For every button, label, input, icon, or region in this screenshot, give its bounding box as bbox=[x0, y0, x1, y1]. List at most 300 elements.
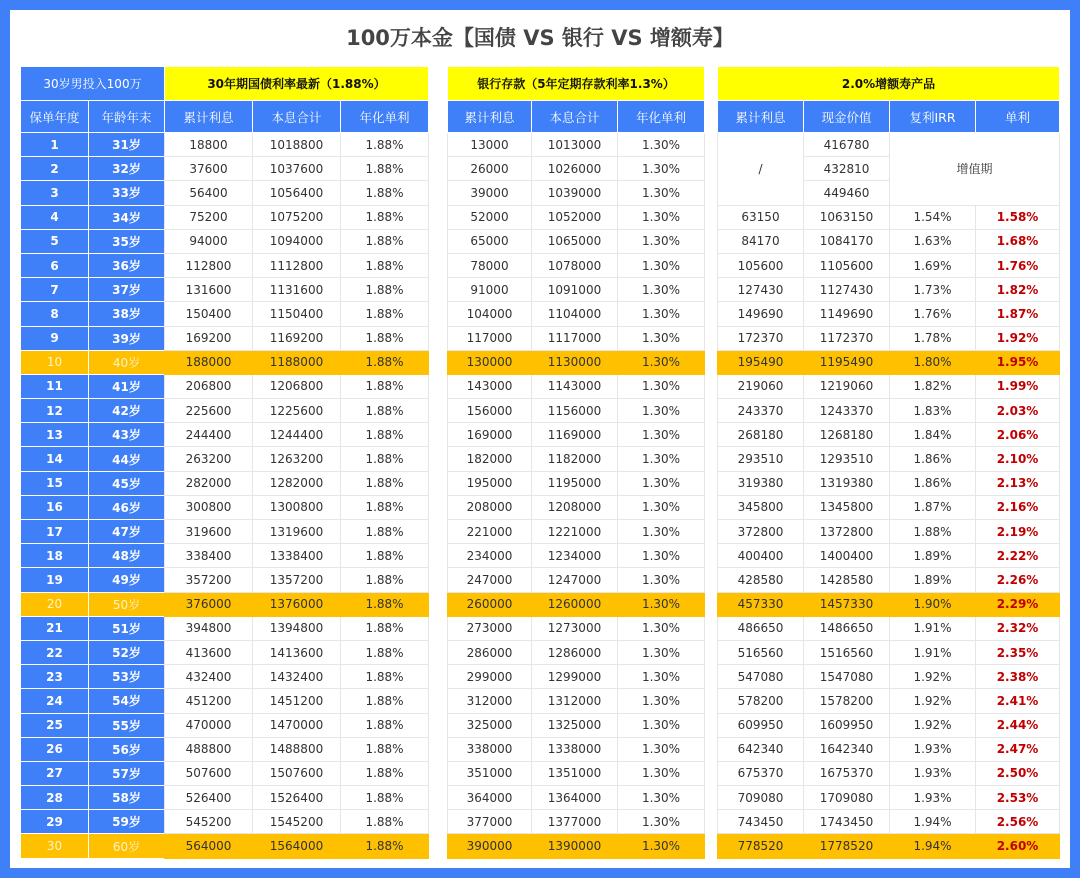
table-cell: 1.95% bbox=[976, 350, 1060, 374]
table-row bbox=[165, 713, 429, 737]
table-cell: 39岁 bbox=[89, 326, 165, 350]
section-header: 银行存款（5年定期存款利率1.3%） bbox=[448, 67, 705, 101]
table-cell: 2.60% bbox=[976, 834, 1060, 858]
table-cell: 273000 bbox=[448, 616, 532, 640]
table-row bbox=[165, 399, 429, 423]
table-cell: 1.54% bbox=[890, 205, 976, 229]
table-cell: 338000 bbox=[448, 737, 532, 761]
table-cell: 33岁 bbox=[89, 181, 165, 205]
table-cell: 1319600 bbox=[253, 520, 341, 544]
table-cell: 1.84% bbox=[890, 423, 976, 447]
table-cell: 1.30% bbox=[618, 326, 705, 350]
section-header-row bbox=[448, 67, 705, 101]
table-cell: 2.06% bbox=[976, 423, 1060, 447]
table-cell: 149690 bbox=[718, 302, 804, 326]
table-cell: 1.88% bbox=[341, 810, 429, 834]
table-cell: 8 bbox=[21, 302, 89, 326]
table-row bbox=[165, 689, 429, 713]
table-cell: 1243370 bbox=[804, 399, 890, 423]
table-cell: 37岁 bbox=[89, 278, 165, 302]
table-cell: 37600 bbox=[165, 157, 253, 181]
table-cell: 1127430 bbox=[804, 278, 890, 302]
table-cell: 1.30% bbox=[618, 786, 705, 810]
table-row bbox=[21, 205, 165, 229]
table-row bbox=[718, 253, 1060, 277]
table-cell: 470000 bbox=[165, 713, 253, 737]
table-cell: 1.92% bbox=[976, 326, 1060, 350]
table-cell: 13 bbox=[21, 423, 89, 447]
table-row bbox=[448, 544, 705, 568]
table-cell: 1394800 bbox=[253, 616, 341, 640]
table-cell: 34岁 bbox=[89, 205, 165, 229]
table-cell: 91000 bbox=[448, 278, 532, 302]
table-cell: 1018800 bbox=[253, 133, 341, 157]
table-row bbox=[448, 713, 705, 737]
table-row bbox=[165, 568, 429, 592]
table-cell: 1.89% bbox=[890, 544, 976, 568]
table-cell: 390000 bbox=[448, 834, 532, 858]
table-cell: 1117000 bbox=[532, 326, 618, 350]
table-cell: 1.88% bbox=[341, 399, 429, 423]
table-cell: 351000 bbox=[448, 761, 532, 785]
table-cell: 1.88% bbox=[341, 786, 429, 810]
table-cell: 1195490 bbox=[804, 350, 890, 374]
table-cell: 1075200 bbox=[253, 205, 341, 229]
table-row bbox=[448, 616, 705, 640]
table-cell: 400400 bbox=[718, 544, 804, 568]
table-cell: 1547080 bbox=[804, 665, 890, 689]
table-cell: 1.30% bbox=[618, 399, 705, 423]
table-cell: 51岁 bbox=[89, 616, 165, 640]
table-cell: 1376000 bbox=[253, 592, 341, 616]
table-row bbox=[718, 350, 1060, 374]
table-row bbox=[718, 205, 1060, 229]
table-cell: 1.88% bbox=[341, 495, 429, 519]
table-row bbox=[21, 423, 165, 447]
table-cell: 2.22% bbox=[976, 544, 1060, 568]
table-row bbox=[448, 665, 705, 689]
table-row bbox=[21, 326, 165, 350]
table-cell: 263200 bbox=[165, 447, 253, 471]
column-header: 累计利息 bbox=[165, 101, 253, 133]
table-cell: 609950 bbox=[718, 713, 804, 737]
table-cell: 1.99% bbox=[976, 374, 1060, 398]
table-row bbox=[165, 640, 429, 664]
table-cell: 78000 bbox=[448, 253, 532, 277]
table-row bbox=[718, 278, 1060, 302]
column-header: 年化单利 bbox=[341, 101, 429, 133]
table-row bbox=[448, 399, 705, 423]
table-row bbox=[448, 423, 705, 447]
table-cell: 1208000 bbox=[532, 495, 618, 519]
table-cell: 18 bbox=[21, 544, 89, 568]
table-cell: 1.88% bbox=[890, 520, 976, 544]
table-cell: 1.90% bbox=[890, 592, 976, 616]
table-cell: 1325000 bbox=[532, 713, 618, 737]
table-cell: 1.63% bbox=[890, 229, 976, 253]
table-row bbox=[21, 810, 165, 834]
table-cell: 1564000 bbox=[253, 834, 341, 858]
column-header: 保单年度 bbox=[21, 101, 89, 133]
table-cell: 1451200 bbox=[253, 689, 341, 713]
table-cell: 2.03% bbox=[976, 399, 1060, 423]
table-cell: 59岁 bbox=[89, 810, 165, 834]
cash-value-cell: 416780 bbox=[804, 133, 890, 157]
table-cell: 1377000 bbox=[532, 810, 618, 834]
table-row bbox=[165, 810, 429, 834]
table-row bbox=[21, 834, 165, 858]
table-cell: 1065000 bbox=[532, 229, 618, 253]
table-cell: 112800 bbox=[165, 253, 253, 277]
table-cell: 1.30% bbox=[618, 689, 705, 713]
table-cell: 1.93% bbox=[890, 786, 976, 810]
table-row bbox=[448, 520, 705, 544]
table-cell: 16 bbox=[21, 495, 89, 519]
table-cell: 23 bbox=[21, 665, 89, 689]
table-cell: 1.92% bbox=[890, 713, 976, 737]
table-row bbox=[21, 520, 165, 544]
table-cell: 1.30% bbox=[618, 495, 705, 519]
table-cell: 219060 bbox=[718, 374, 804, 398]
table-cell: 1247000 bbox=[532, 568, 618, 592]
table-row bbox=[21, 665, 165, 689]
table-cell: 377000 bbox=[448, 810, 532, 834]
table-cell: 130000 bbox=[448, 350, 532, 374]
column-header: 年龄年末 bbox=[89, 101, 165, 133]
table-cell: 2.56% bbox=[976, 810, 1060, 834]
table-cell: 1390000 bbox=[532, 834, 618, 858]
table-row bbox=[448, 326, 705, 350]
table-cell: 13000 bbox=[448, 133, 532, 157]
table-cell: 1.78% bbox=[890, 326, 976, 350]
table-cell: 172370 bbox=[718, 326, 804, 350]
table-cell: 20 bbox=[21, 592, 89, 616]
table-cell: 131600 bbox=[165, 278, 253, 302]
table-cell: 1156000 bbox=[532, 399, 618, 423]
section-header: 2.0%增额寿产品 bbox=[718, 67, 1060, 101]
table-cell: 1273000 bbox=[532, 616, 618, 640]
table-cell: 42岁 bbox=[89, 399, 165, 423]
table-cell: 300800 bbox=[165, 495, 253, 519]
table-cell: 1.30% bbox=[618, 471, 705, 495]
table-row bbox=[718, 229, 1060, 253]
table-cell: 1609950 bbox=[804, 713, 890, 737]
table-row bbox=[448, 205, 705, 229]
table-cell: 1234000 bbox=[532, 544, 618, 568]
table-row bbox=[448, 786, 705, 810]
table-cell: 1.30% bbox=[618, 713, 705, 737]
table-cell: 104000 bbox=[448, 302, 532, 326]
table-row bbox=[448, 834, 705, 858]
table-cell: 39000 bbox=[448, 181, 532, 205]
table-cell: 1026000 bbox=[532, 157, 618, 181]
table-row bbox=[718, 568, 1060, 592]
table-cell: 319600 bbox=[165, 520, 253, 544]
insurance-table bbox=[717, 66, 1060, 859]
table-row bbox=[21, 399, 165, 423]
table-cell: 45岁 bbox=[89, 471, 165, 495]
table-cell: 1.69% bbox=[890, 253, 976, 277]
table-cell: 1.88% bbox=[341, 302, 429, 326]
table-cell: 6 bbox=[21, 253, 89, 277]
table-row bbox=[165, 834, 429, 858]
table-cell: 84170 bbox=[718, 229, 804, 253]
table-cell: 15 bbox=[21, 471, 89, 495]
table-cell: 1037600 bbox=[253, 157, 341, 181]
table-row bbox=[21, 278, 165, 302]
table-cell: 1578200 bbox=[804, 689, 890, 713]
table-cell: 2.35% bbox=[976, 640, 1060, 664]
table-row bbox=[448, 253, 705, 277]
table-row bbox=[718, 495, 1060, 519]
table-cell: 24 bbox=[21, 689, 89, 713]
table-cell: 7 bbox=[21, 278, 89, 302]
table-cell: 143000 bbox=[448, 374, 532, 398]
table-cell: 35岁 bbox=[89, 229, 165, 253]
table-cell: 1.30% bbox=[618, 544, 705, 568]
table-cell: 1338400 bbox=[253, 544, 341, 568]
table-row bbox=[718, 471, 1060, 495]
table-row bbox=[21, 713, 165, 737]
table-cell: 21 bbox=[21, 616, 89, 640]
table-cell: 1.88% bbox=[341, 205, 429, 229]
table-cell: 29 bbox=[21, 810, 89, 834]
table-cell: 1507600 bbox=[253, 761, 341, 785]
table-cell: 2.44% bbox=[976, 713, 1060, 737]
table-cell: 1743450 bbox=[804, 810, 890, 834]
table-cell: 1056400 bbox=[253, 181, 341, 205]
table-cell: 1.30% bbox=[618, 810, 705, 834]
table-row bbox=[21, 689, 165, 713]
table-row bbox=[165, 737, 429, 761]
table-cell: 169200 bbox=[165, 326, 253, 350]
table-cell: 49岁 bbox=[89, 568, 165, 592]
table-row bbox=[165, 447, 429, 471]
table-row bbox=[718, 737, 1060, 761]
table-cell: 26000 bbox=[448, 157, 532, 181]
table-row bbox=[448, 471, 705, 495]
table-cell: 1.88% bbox=[341, 544, 429, 568]
table-cell: 19 bbox=[21, 568, 89, 592]
table-cell: 338400 bbox=[165, 544, 253, 568]
table-cell: 1338000 bbox=[532, 737, 618, 761]
table-cell: 578200 bbox=[718, 689, 804, 713]
table-cell: 1286000 bbox=[532, 640, 618, 664]
table-cell: 1221000 bbox=[532, 520, 618, 544]
table-cell: 4 bbox=[21, 205, 89, 229]
table-cell: 247000 bbox=[448, 568, 532, 592]
table-row bbox=[448, 181, 705, 205]
table-cell: 1.91% bbox=[890, 640, 976, 664]
table-cell: 1091000 bbox=[532, 278, 618, 302]
table-row bbox=[21, 447, 165, 471]
table-cell: 1.30% bbox=[618, 253, 705, 277]
table-cell: 1.88% bbox=[341, 133, 429, 157]
table-cell: 1364000 bbox=[532, 786, 618, 810]
table-cell: 299000 bbox=[448, 665, 532, 689]
table-cell: 545200 bbox=[165, 810, 253, 834]
table-row bbox=[165, 326, 429, 350]
table-cell: 244400 bbox=[165, 423, 253, 447]
table-cell: 642340 bbox=[718, 737, 804, 761]
table-row bbox=[718, 640, 1060, 664]
table-cell: 1372800 bbox=[804, 520, 890, 544]
table-cell: 1.86% bbox=[890, 471, 976, 495]
table-row bbox=[448, 229, 705, 253]
table-row bbox=[718, 399, 1060, 423]
table-row bbox=[165, 181, 429, 205]
table-cell: 195000 bbox=[448, 471, 532, 495]
table-cell: 1149690 bbox=[804, 302, 890, 326]
table-cell: 1195000 bbox=[532, 471, 618, 495]
table-cell: 488800 bbox=[165, 737, 253, 761]
table-row bbox=[165, 423, 429, 447]
table-cell: 286000 bbox=[448, 640, 532, 664]
table-cell: 94000 bbox=[165, 229, 253, 253]
table-cell: 1282000 bbox=[253, 471, 341, 495]
table-cell: 1.88% bbox=[341, 423, 429, 447]
table-cell: 1.87% bbox=[890, 495, 976, 519]
table-cell: 1545200 bbox=[253, 810, 341, 834]
table-cell: 526400 bbox=[165, 786, 253, 810]
table-cell: 1063150 bbox=[804, 205, 890, 229]
table-cell: 48岁 bbox=[89, 544, 165, 568]
table-cell: 2.26% bbox=[976, 568, 1060, 592]
table-cell: 188000 bbox=[165, 350, 253, 374]
table-cell: 1172370 bbox=[804, 326, 890, 350]
table-cell: 451200 bbox=[165, 689, 253, 713]
table-cell: 457330 bbox=[718, 592, 804, 616]
table-cell: 1.88% bbox=[341, 350, 429, 374]
table-cell: 36岁 bbox=[89, 253, 165, 277]
table-cell: 1642340 bbox=[804, 737, 890, 761]
table-cell: 1293510 bbox=[804, 447, 890, 471]
table-row bbox=[21, 761, 165, 785]
table-cell: 1488800 bbox=[253, 737, 341, 761]
table-row bbox=[21, 471, 165, 495]
table-cell: 1.80% bbox=[890, 350, 976, 374]
table-row bbox=[21, 253, 165, 277]
table-cell: 1.88% bbox=[341, 520, 429, 544]
table-cell: 156000 bbox=[448, 399, 532, 423]
table-row bbox=[448, 350, 705, 374]
table-cell: 364000 bbox=[448, 786, 532, 810]
table-cell: 225600 bbox=[165, 399, 253, 423]
table-cell: 547080 bbox=[718, 665, 804, 689]
table-cell: 1.82% bbox=[976, 278, 1060, 302]
table-cell: 1225600 bbox=[253, 399, 341, 423]
table-row bbox=[448, 568, 705, 592]
table-cell: 1.88% bbox=[341, 713, 429, 737]
table-cell: 268180 bbox=[718, 423, 804, 447]
cash-value-cell: 449460 bbox=[804, 181, 890, 205]
table-cell: 31岁 bbox=[89, 133, 165, 157]
table-cell: 1084170 bbox=[804, 229, 890, 253]
table-row bbox=[165, 495, 429, 519]
table-cell: 47岁 bbox=[89, 520, 165, 544]
section-header-row bbox=[165, 67, 429, 101]
table-cell: 413600 bbox=[165, 640, 253, 664]
table-cell: 1486650 bbox=[804, 616, 890, 640]
table-cell: 1169200 bbox=[253, 326, 341, 350]
table-cell: 2.10% bbox=[976, 447, 1060, 471]
table-cell: 27 bbox=[21, 761, 89, 785]
table-row bbox=[448, 592, 705, 616]
table-cell: 1.30% bbox=[618, 568, 705, 592]
table-row bbox=[718, 520, 1060, 544]
table-row bbox=[718, 713, 1060, 737]
table-cell: 25 bbox=[21, 713, 89, 737]
table-cell: 432400 bbox=[165, 665, 253, 689]
growth-period-label: 增值期 bbox=[890, 133, 1060, 206]
table-cell: 2.16% bbox=[976, 495, 1060, 519]
table-cell: 1.30% bbox=[618, 761, 705, 785]
column-header-row bbox=[448, 101, 705, 133]
table-cell: 1078000 bbox=[532, 253, 618, 277]
table-row bbox=[21, 616, 165, 640]
table-row bbox=[448, 302, 705, 326]
table-cell: 516560 bbox=[718, 640, 804, 664]
table-row bbox=[718, 326, 1060, 350]
table-cell: 1.30% bbox=[618, 640, 705, 664]
table-cell: 10 bbox=[21, 350, 89, 374]
column-header-row bbox=[165, 101, 429, 133]
table-cell: 55岁 bbox=[89, 713, 165, 737]
table-cell: 14 bbox=[21, 447, 89, 471]
table-cell: 1 bbox=[21, 133, 89, 157]
table-cell: 5 bbox=[21, 229, 89, 253]
column-header: 本息合计 bbox=[532, 101, 618, 133]
table-cell: 1.82% bbox=[890, 374, 976, 398]
table-cell: 1169000 bbox=[532, 423, 618, 447]
table-cell: 52岁 bbox=[89, 640, 165, 664]
table-cell: 57岁 bbox=[89, 761, 165, 785]
table-cell: 75200 bbox=[165, 205, 253, 229]
table-row bbox=[165, 616, 429, 640]
table-row bbox=[21, 737, 165, 761]
table-row bbox=[448, 810, 705, 834]
table-row bbox=[718, 374, 1060, 398]
table-cell: 1457330 bbox=[804, 592, 890, 616]
table-cell: 1345800 bbox=[804, 495, 890, 519]
table-row bbox=[448, 447, 705, 471]
table-cell: 1130000 bbox=[532, 350, 618, 374]
table-cell: 1.86% bbox=[890, 447, 976, 471]
table-cell: 1300800 bbox=[253, 495, 341, 519]
table-cell: 2.50% bbox=[976, 761, 1060, 785]
table-cell: 52000 bbox=[448, 205, 532, 229]
table-row bbox=[165, 544, 429, 568]
table-cell: 675370 bbox=[718, 761, 804, 785]
table-cell: 1526400 bbox=[253, 786, 341, 810]
column-header: 本息合计 bbox=[253, 101, 341, 133]
table-row bbox=[21, 592, 165, 616]
table-row bbox=[21, 374, 165, 398]
table-cell: 260000 bbox=[448, 592, 532, 616]
table-cell: 1299000 bbox=[532, 665, 618, 689]
table-cell: 293510 bbox=[718, 447, 804, 471]
table-cell: 743450 bbox=[718, 810, 804, 834]
table-cell: 1.30% bbox=[618, 616, 705, 640]
table-row bbox=[718, 786, 1060, 810]
table-cell: 1.58% bbox=[976, 205, 1060, 229]
section-header-row bbox=[21, 67, 165, 101]
table-row bbox=[21, 568, 165, 592]
table-row bbox=[165, 278, 429, 302]
table-row bbox=[165, 133, 429, 157]
table-cell: 1413600 bbox=[253, 640, 341, 664]
table-cell: 1.30% bbox=[618, 229, 705, 253]
